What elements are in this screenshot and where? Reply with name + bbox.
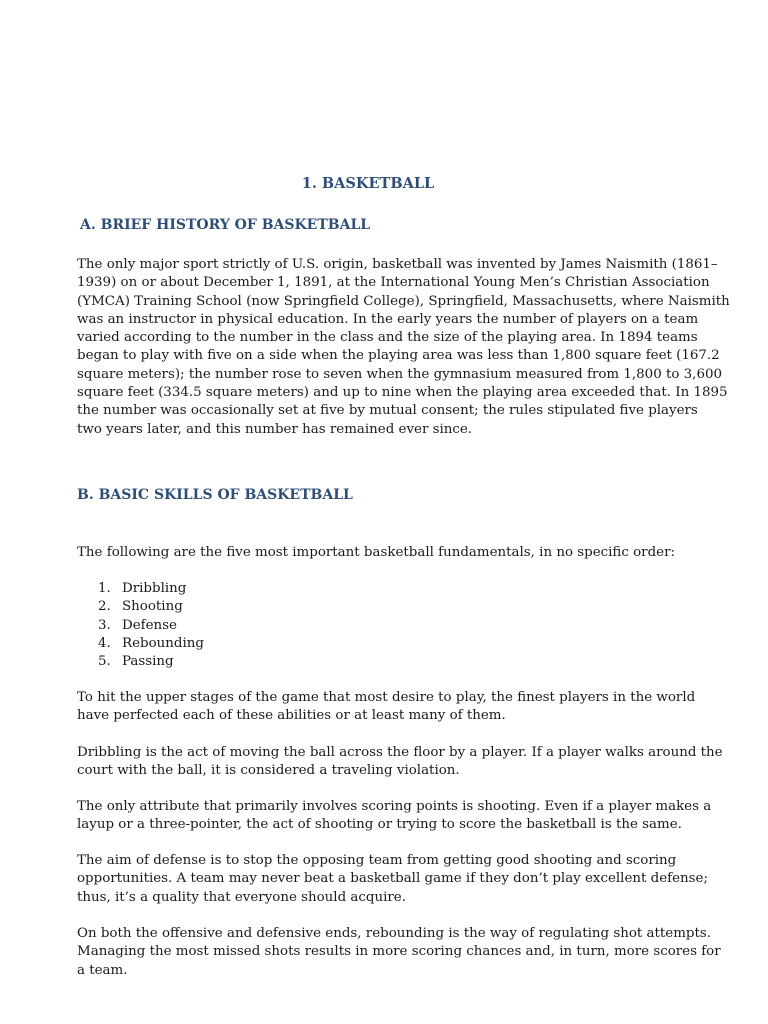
list-item-label: Dribbling [122, 581, 187, 596]
history-paragraph [77, 256, 730, 439]
paragraph-line: began to play with five on a side when the playing area was less than 1,800 square feet (167.2 [77, 348, 720, 364]
document-title: 1. BASKETBALL [301, 175, 435, 192]
paragraph-line: court with the ball, it is considered a traveling violation. [77, 763, 460, 779]
paragraph-line: a team. [77, 962, 128, 978]
list-item [98, 598, 204, 616]
list-item-number: 2. [98, 599, 111, 615]
paragraph-line: The only major sport strictly of U.S. origin, basketball was invented by James Naismith (1861– [77, 257, 718, 272]
paragraph-line: Dribbling is the act of moving the ball across the floor by a player. If a player walks around the [77, 745, 723, 760]
skills-intro-paragraph [77, 544, 697, 562]
list-item [98, 635, 204, 653]
paragraph-line: layup or a three-pointer, the act of shooting or trying to score the basketball is the same. [77, 817, 682, 833]
defense-paragraph [77, 852, 708, 907]
list-item-label: Rebounding [122, 635, 204, 651]
paragraph-line: thus, it’s a quality that everyone should acquire. [77, 889, 406, 905]
paragraph-line: The only attribute that primarily involves scoring points is shooting. Even if a player makes a [77, 799, 712, 814]
list-item [98, 580, 204, 598]
section-heading-skills: B. BASIC SKILLS OF BASKETBALL [77, 487, 353, 503]
paragraph-line: The following are the five most important basketball fundamentals, in no specific order: [77, 545, 675, 560]
paragraph-line: square meters); the number rose to seven when the gymnasium measured from 1,800 to 3,600 [77, 366, 722, 382]
section-heading-history: A. BRIEF HISTORY OF BASKETBALL [80, 217, 371, 233]
list-item-number: 3. [98, 617, 111, 633]
list-item-label: Shooting [122, 599, 183, 615]
paragraph-line: varied according to the number in the class and the size of the playing area. In 1894 teams [77, 330, 698, 346]
skills-list [98, 580, 204, 671]
paragraph-line: (YMCA) Training School (now Springfield College), Springfield, Massachusetts, where Naismith [77, 293, 730, 309]
list-item-number: 1. [98, 581, 111, 596]
paragraph-line: On both the offensive and defensive ends, rebounding is the way of regulating shot attempts. [77, 926, 712, 941]
list-item [98, 617, 204, 635]
list-item-label: Passing [122, 654, 174, 670]
list-item [98, 653, 204, 671]
rebounding-paragraph [77, 925, 721, 980]
list-item-number: 4. [98, 635, 111, 651]
paragraph-line: To hit the upper stages of the game that most desire to play, the finest players in the world [77, 690, 696, 705]
paragraph-line: 1939) on or about December 1, 1891, at the International Young Men’s Christian Association [77, 275, 710, 291]
paragraph-line: Managing the most missed shots results in more scoring chances and, in turn, more scores for [77, 944, 721, 960]
list-item-number: 5. [98, 654, 111, 670]
paragraph-line: square feet (334.5 square meters) and up to nine when the playing area exceeded that. In 1895 [77, 385, 728, 401]
list-item-label: Defense [122, 617, 177, 633]
paragraph-line: was an instructor in physical education. In the early years the number of players on a team [77, 311, 699, 327]
paragraph-line: The aim of defense is to stop the opposing team from getting good shooting and scoring [77, 853, 677, 868]
paragraph-line: two years later, and this number has remained ever since. [77, 421, 473, 437]
paragraph-line: opportunities. A team may never beat a basketball game if they don’t play excellent defense; [77, 871, 708, 887]
paragraph-line: the number was occasionally set at five by mutual consent; the rules stipulated five players [77, 403, 698, 419]
shooting-paragraph [77, 798, 712, 835]
paragraph-line: have perfected each of these abilities or at least many of them. [77, 708, 506, 724]
upper-stages-paragraph [77, 689, 697, 726]
dribbling-paragraph [77, 744, 723, 781]
